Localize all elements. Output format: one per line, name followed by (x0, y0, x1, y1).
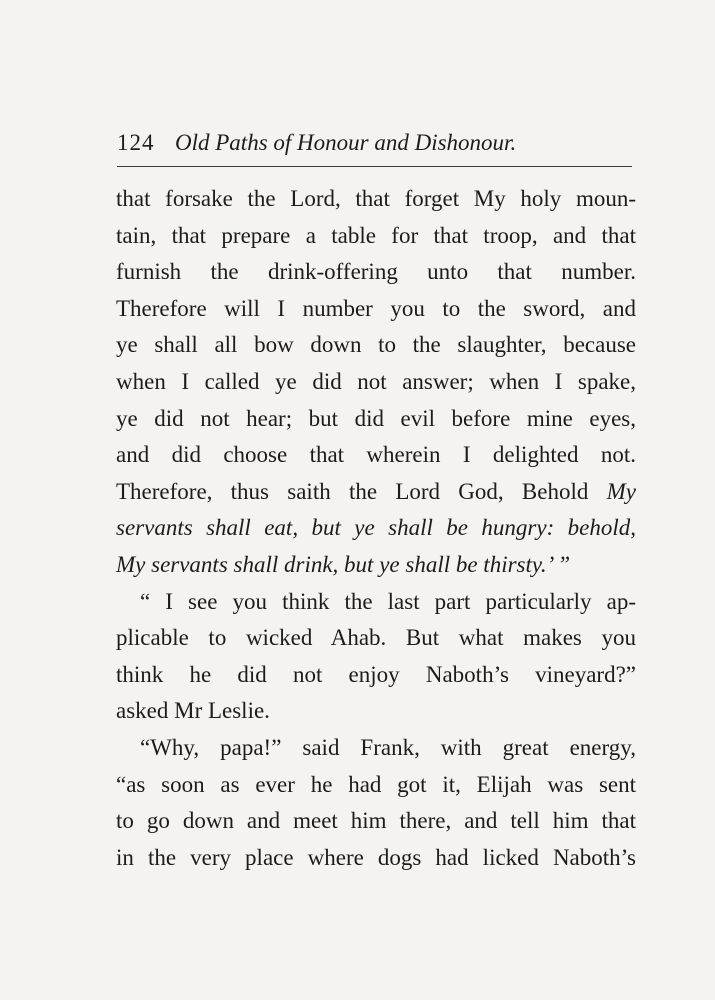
text-line: plicable to wicked Ahab. But what makes you (116, 625, 636, 651)
text-line: “as soon as ever he had got it, Elijah was sent (116, 771, 636, 797)
text-line: “Why, papa!” said Frank, with great energy, (140, 734, 636, 760)
text-line-italic: servants shall eat, but ye shall be hungry: behold, (116, 515, 636, 541)
body-text (116, 181, 636, 876)
page-number: 124 (117, 130, 155, 155)
text-line: “ I see you think the last part particularly ap- (140, 588, 636, 614)
text-segment-italic: My (606, 478, 636, 504)
running-title: Old Paths of Honour and Dishonour. (175, 130, 517, 155)
text-line: think he did not enjoy Naboth’s vineyard?” (116, 661, 636, 687)
text-line-italic: My servants shall drink, but ye shall be thirsty.’ ” (116, 551, 571, 577)
running-header (117, 126, 632, 167)
text-line: in the very place where dogs had licked Naboth’s (116, 844, 636, 870)
text-line: Therefore will I number you to the sword, and (116, 295, 636, 321)
text-line-mixed (116, 474, 636, 511)
text-line: asked Mr Leslie. (116, 698, 270, 724)
text-line: to go down and meet him there, and tell him that (116, 808, 636, 834)
text-line: tain, that prepare a table for that troop, and that (116, 222, 636, 248)
text-line: and did choose that wherein I delighted not. (116, 442, 636, 468)
text-line: ye shall all bow down to the slaughter, because (116, 332, 636, 358)
text-line: when I called ye did not answer; when I spake, (116, 368, 636, 394)
text-line: ye did not hear; but did evil before mine eyes, (116, 405, 636, 431)
text-line: furnish the drink-offering unto that number. (116, 259, 636, 285)
text-segment-roman: Therefore, thus saith the Lord God, Behold (116, 478, 589, 504)
text-line: that forsake the Lord, that forget My holy moun- (116, 186, 636, 211)
